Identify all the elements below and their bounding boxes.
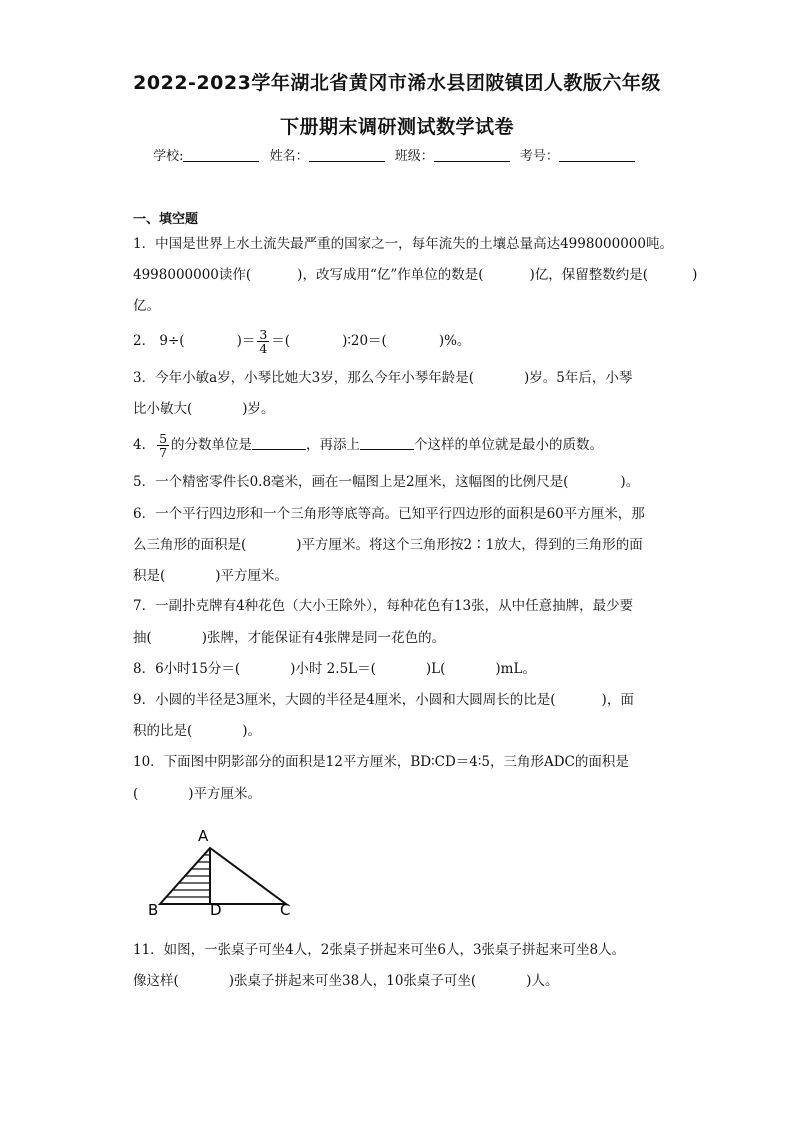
q1-text-d: )	[692, 267, 698, 283]
q10-line-2	[133, 786, 261, 802]
q8-text-c: )L(	[425, 661, 446, 677]
q1-line-3: 亿。	[133, 298, 160, 314]
q2-text-e: )%。	[438, 333, 471, 349]
q2-denominator: 4	[259, 341, 268, 356]
q9-line-2	[133, 723, 261, 739]
label-b: B	[148, 901, 159, 919]
q7-text-a: 抽(	[133, 630, 152, 646]
q2-line	[133, 326, 470, 356]
q4-text-a: 4．	[133, 437, 156, 453]
q1-line-1: 1．中国是世界上水土流失最严重的国家之一，每年流失的土壤总量高达4998000000吨。	[133, 236, 673, 252]
q4-text-b: 的分数单位是	[171, 437, 253, 453]
q2-text-a: 2． 9÷(	[133, 333, 185, 349]
label-d: D	[210, 901, 222, 919]
school-blank[interactable]	[183, 148, 259, 162]
q7-line-1: 7．一副扑克牌有4种花色（大小王除外），每种花色有13张，从中任意抽牌，最少要	[133, 598, 634, 614]
q5-text-a: 5．一个精密零件长0.8毫米，画在一幅图上是2厘米，这幅图的比例尺是(	[133, 474, 569, 490]
q9-text-d: )。	[242, 723, 262, 739]
q6-text-b: )平方厘米。将这个三角形按2∶1放大，得到的三角形的面	[296, 537, 643, 553]
triangle-abc	[160, 848, 286, 904]
q8-text-b: )小时 2.5L＝(	[290, 661, 376, 677]
q5-line	[133, 474, 639, 490]
q6-line-3	[133, 568, 288, 584]
q10-line-1: 10．下面图中阴影部分的面积是12平方厘米，BD∶CD＝4∶5，三角形ADC的面积是	[133, 754, 629, 770]
q2-text-d: )∶20＝(	[342, 333, 387, 349]
class-label: 班级：	[394, 149, 434, 164]
q4-line	[133, 430, 603, 460]
q6-line-1: 6．一个平行四边形和一个三角形等底等高。已知平行四边形的面积是60平方厘米，那	[133, 506, 645, 522]
q6-line-2	[133, 537, 643, 553]
q11-text-a: 像这样(	[133, 973, 179, 989]
q4-blank-1[interactable]	[252, 437, 306, 450]
q3-text-a: 3．今年小敏a岁，小琴比她大3岁，那么今年小琴年龄是(	[133, 370, 474, 386]
q1-text-c: )亿，保留整数约是(	[529, 267, 649, 283]
q2-fraction	[257, 328, 269, 355]
q2-text-b: )＝	[236, 333, 256, 349]
q6-text-a: 么三角形的面积是(	[133, 537, 247, 553]
q4-fraction	[157, 432, 169, 459]
q3-line-1	[133, 370, 632, 386]
q9-line-1	[133, 692, 634, 708]
section-title: 一、填空题	[133, 212, 199, 227]
q9-text-a: 9．小圆的半径是3厘米，大圆的半径是4厘米，小圆和大圆周长的比是(	[133, 692, 556, 708]
q11-text-b: )张桌子拼起来可坐38人，10张桌子可坐(	[228, 973, 477, 989]
q11-line-1: 11．如图，一张桌子可坐4人，2张桌子拼起来可坐6人，3张桌子拼起来可坐8人。	[133, 942, 626, 958]
q8-text-a: 8．6小时15分＝(	[133, 661, 241, 677]
q8-text-d: )mL。	[495, 661, 536, 677]
exam-number-blank[interactable]	[559, 148, 635, 162]
q4-blank-2[interactable]	[360, 437, 414, 450]
q3-text-c: 比小敏大(	[133, 401, 193, 417]
q2-numerator: 3	[259, 327, 268, 342]
student-info-row	[0, 145, 794, 164]
q3-text-b: )岁。5年后，小琴	[524, 370, 633, 386]
q9-text-c: 积的比是(	[133, 723, 193, 739]
name-label: 姓名：	[269, 149, 309, 164]
triangle-figure	[146, 824, 306, 920]
q7-text-b: )张牌，才能保证有4张牌是同一花色的。	[201, 630, 446, 646]
q11-line-2	[133, 973, 558, 989]
q4-denominator: 7	[159, 445, 168, 460]
title-line-1: 2022-2023学年湖北省黄冈市浠水县团陂镇团人教版六年级	[133, 72, 661, 94]
school-label: 学校:	[153, 149, 184, 164]
q10-text-a: (	[133, 786, 139, 802]
class-blank[interactable]	[434, 148, 510, 162]
q11-text-c: )人。	[526, 973, 559, 989]
q1-line-2	[133, 267, 697, 283]
q4-numerator: 5	[159, 431, 168, 446]
q8-line	[133, 661, 536, 677]
q6-text-c: 积是(	[133, 568, 166, 584]
q1-text-b: )，改写成用“亿”作单位的数是(	[297, 267, 484, 283]
exam-number-label: 考号：	[519, 149, 559, 164]
q3-text-d: )岁。	[242, 401, 275, 417]
q9-text-b: )，面	[601, 692, 634, 708]
name-blank[interactable]	[309, 148, 385, 162]
label-a: A	[198, 827, 209, 845]
q5-text-b: )。	[620, 474, 640, 490]
q6-text-d: )平方厘米。	[215, 568, 289, 584]
q3-line-2	[133, 401, 275, 417]
q1-text-a: 4998000000读作(	[133, 267, 252, 283]
q7-line-2	[133, 630, 445, 646]
q2-text-c: ＝(	[271, 333, 291, 349]
q10-text-b: )平方厘米。	[188, 786, 262, 802]
q4-text-d: 个这样的单位就是最小的质数。	[414, 437, 604, 453]
title-line-2: 下册期末调研测试数学试卷	[279, 116, 514, 138]
label-c: C	[280, 901, 291, 919]
q4-text-c: ，再添上	[306, 437, 361, 453]
